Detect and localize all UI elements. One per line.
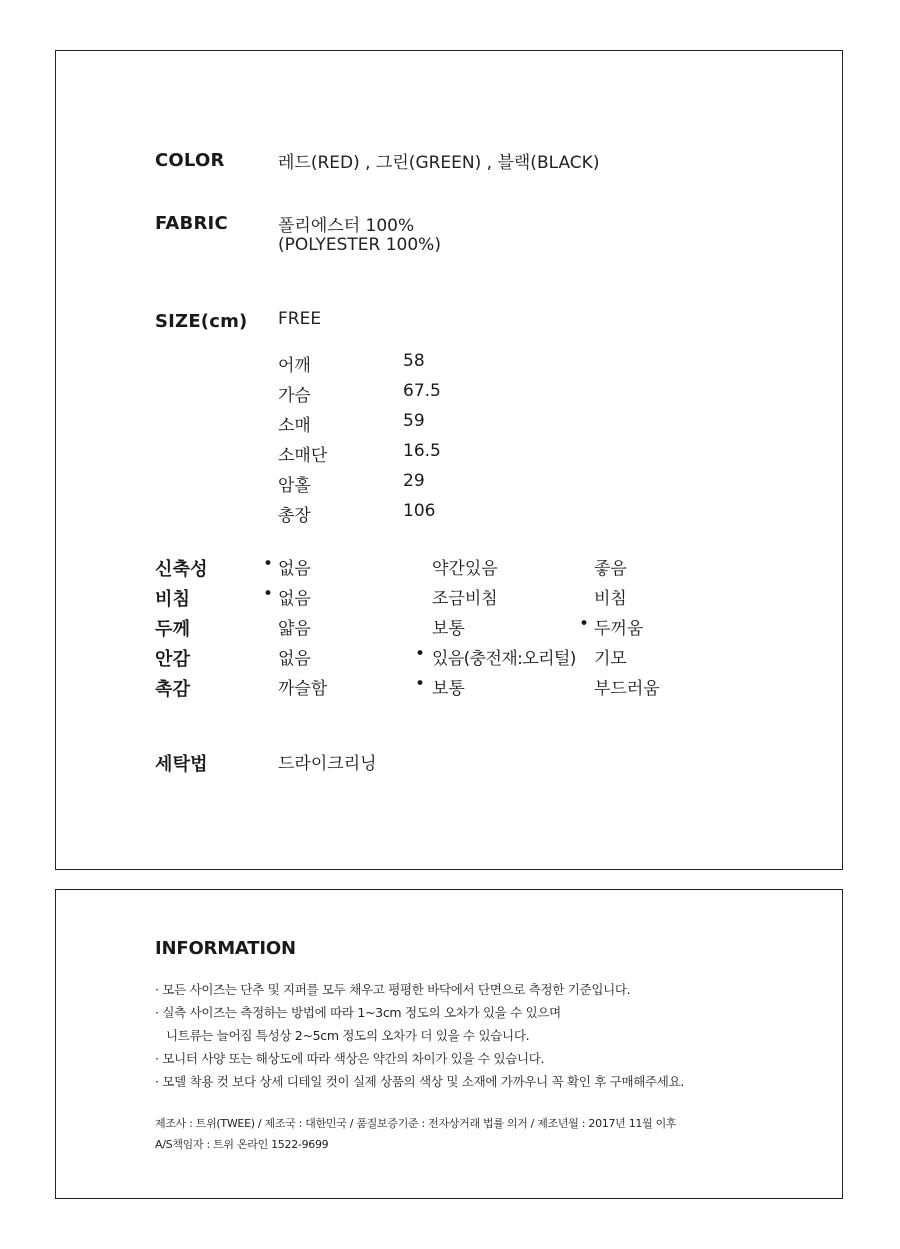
selected-bullet-icon: • (415, 674, 426, 694)
spec-panel (55, 50, 843, 870)
information-panel (55, 889, 843, 1199)
attribute-option: 까슬함 (278, 679, 328, 699)
size-row-value: 16.5 (403, 441, 441, 461)
attribute-option: 있음(충전재:오리털) (432, 649, 576, 669)
information-line: · 모니터 사양 또는 해상도에 따라 색상은 약간의 차이가 있을 수 있습니다. (155, 1051, 545, 1066)
attribute-option: 없음 (278, 559, 311, 579)
washing-value: 드라이크리닝 (278, 754, 377, 774)
attribute-option: 조금비침 (432, 589, 498, 609)
color-label: COLOR (155, 150, 225, 171)
selected-bullet-icon: • (579, 614, 590, 634)
size-row-name: 소매단 (278, 446, 328, 466)
fabric-label: FABRIC (155, 213, 228, 234)
size-row-value: 29 (403, 471, 425, 491)
attribute-option: 비침 (594, 589, 627, 609)
information-line: 니트류는 늘어짐 특성상 2~5cm 정도의 오차가 더 있을 수 있습니다. (155, 1028, 530, 1043)
size-row-name: 가슴 (278, 386, 311, 406)
attribute-label-texture: 촉감 (155, 679, 191, 700)
size-row-value: 67.5 (403, 381, 441, 401)
attribute-option: 보통 (432, 619, 465, 639)
attribute-label-lining: 안감 (155, 649, 191, 670)
size-row-value: 106 (403, 501, 436, 521)
attribute-option: 좋음 (594, 559, 627, 579)
size-row-name: 소매 (278, 416, 311, 436)
attribute-option: 부드러움 (594, 679, 660, 699)
information-line: · 모든 사이즈는 단추 및 지퍼를 모두 채우고 평평한 바닥에서 단면으로 측정한 기준입니다. (155, 982, 631, 997)
washing-label: 세탁법 (155, 754, 208, 775)
information-title: INFORMATION (155, 938, 296, 959)
fabric-value-line1: 폴리에스터 100% (278, 216, 415, 236)
attribute-option: 얇음 (278, 619, 311, 639)
size-row-name: 암홀 (278, 476, 311, 496)
size-row-name: 총장 (278, 506, 311, 526)
attribute-label-thickness: 두께 (155, 619, 191, 640)
attribute-option: 없음 (278, 589, 311, 609)
information-line: · 실측 사이즈는 측정하는 방법에 따라 1~3cm 정도의 오차가 있을 수 있으며 (155, 1005, 561, 1020)
information-line: · 모델 착용 컷 보다 상세 디테일 컷이 실제 상품의 색상 및 소재에 가까우니 꼭 확인 후 구매해주세요. (155, 1074, 685, 1089)
attribute-label-sheerness: 비침 (155, 589, 191, 610)
size-row-name: 어깨 (278, 356, 311, 376)
attribute-option: 보통 (432, 679, 465, 699)
selected-bullet-icon: • (415, 644, 426, 664)
size-row-value: 59 (403, 411, 425, 431)
size-row-value: 58 (403, 351, 425, 371)
selected-bullet-icon: • (263, 584, 274, 604)
attribute-label-stretch: 신축성 (155, 559, 208, 580)
size-label: SIZE(cm) (155, 311, 248, 332)
size-free: FREE (278, 309, 322, 329)
footer-line: A/S책임자 : 트위 온라인 1522-9699 (155, 1138, 329, 1151)
color-value: 레드(RED) , 그린(GREEN) , 블랙(BLACK) (278, 153, 600, 173)
attribute-option: 없음 (278, 649, 311, 669)
attribute-option: 기모 (594, 649, 627, 669)
footer-line: 제조사 : 트위(TWEE) / 제조국 : 대한민국 / 품질보증기준 : 전자상거래 법률 의거 / 제조년월 : 2017년 11월 이후 (155, 1117, 677, 1130)
attribute-option: 두꺼움 (594, 619, 644, 639)
attribute-option: 약간있음 (432, 559, 498, 579)
selected-bullet-icon: • (263, 554, 274, 574)
fabric-value-line2: (POLYESTER 100%) (278, 235, 441, 255)
